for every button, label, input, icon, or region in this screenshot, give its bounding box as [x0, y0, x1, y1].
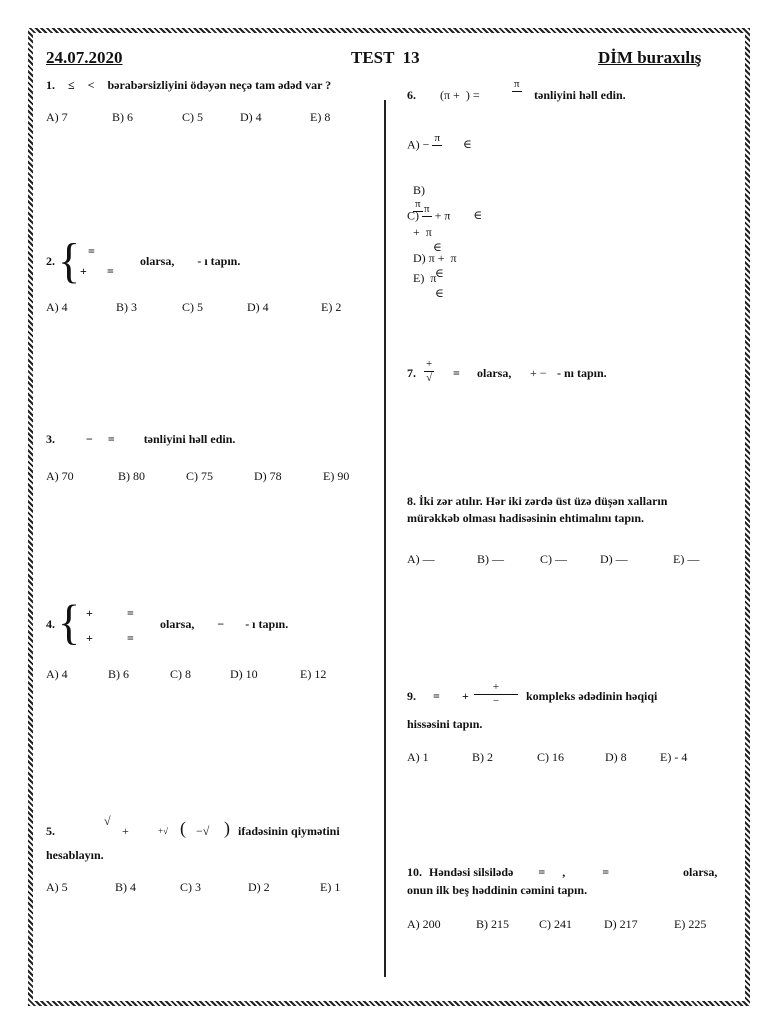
test-title: DİM buraxılış — [598, 48, 702, 67]
question-8-option-d[interactable]: D) — — [600, 552, 628, 566]
question-1-option-c[interactable]: C) 5 — [182, 110, 203, 124]
question-6-fraction: π — [514, 78, 520, 90]
question-5-text1: ifadəsinin qiymətini — [238, 824, 340, 838]
question-5-number: 5. — [46, 824, 55, 838]
test-number: TEST 13 — [351, 48, 420, 67]
question-9-option-e[interactable]: E) - 4 — [660, 750, 688, 764]
question-6-option-b[interactable]: B) π + π ∈ — [413, 183, 442, 254]
question-2-number: 2. — [46, 254, 55, 268]
question-5-minus-root: −√ — [196, 824, 210, 838]
question-1-option-d[interactable]: D) 4 — [240, 110, 262, 124]
question-6-text: tənliyini həll edin. — [534, 88, 626, 102]
question-2-option-c[interactable]: C) 5 — [182, 300, 203, 314]
question-10-option-d[interactable]: D) 217 — [604, 917, 638, 931]
question-2-eq1: = — [88, 244, 95, 258]
system-brace-icon: { — [58, 233, 81, 288]
question-5-option-c[interactable]: C) 3 — [180, 880, 201, 894]
question-3-option-a[interactable]: A) 70 — [46, 469, 74, 483]
question-2-plus: + — [80, 264, 87, 278]
question-8-option-b[interactable]: B) — — [477, 552, 504, 566]
question-10-option-a[interactable]: A) 200 — [407, 917, 441, 931]
question-8-option-c[interactable]: C) — — [540, 552, 567, 566]
question-4-option-b[interactable]: B) 6 — [108, 667, 129, 681]
question-4-text: olarsa, − - ı tapın. — [160, 617, 289, 631]
question-4-plus1: + — [86, 606, 93, 620]
question-9-option-c[interactable]: C) 16 — [537, 750, 564, 764]
question-5-text2: hesablayın. — [46, 848, 104, 862]
question-4-option-a[interactable]: A) 4 — [46, 667, 68, 681]
question-5-paren-close: ) — [224, 818, 230, 838]
question-9-text1: kompleks ədədinin həqiqi — [526, 689, 658, 703]
column-divider — [384, 100, 386, 977]
question-2-option-a[interactable]: A) 4 — [46, 300, 68, 314]
question-7-text2: - nı tapın. — [557, 366, 607, 380]
question-2-option-b[interactable]: B) 3 — [116, 300, 137, 314]
question-2-option-d[interactable]: D) 4 — [247, 300, 269, 314]
question-1-option-e[interactable]: E) 8 — [310, 110, 331, 124]
question-7-text1: olarsa, — [477, 366, 512, 380]
question-7-eq: = — [453, 366, 460, 380]
question-5-plus-root: +√ — [158, 826, 169, 836]
system-brace-icon: { — [58, 595, 81, 650]
question-5-paren-open: ( — [180, 818, 186, 838]
question-1: 1. ≤ < bərabərsizliyini ödəyən neçə tam ədəd var ? — [46, 78, 332, 92]
question-9-option-b[interactable]: B) 2 — [472, 750, 493, 764]
question-4-eq1: = — [127, 606, 134, 620]
question-2-text: olarsa, - ı tapın. — [140, 254, 241, 268]
question-10-line2: onun ilk beş həddinin cəmini tapın. — [407, 883, 588, 897]
question-10-option-e[interactable]: E) 225 — [674, 917, 707, 931]
question-5-option-a[interactable]: A) 5 — [46, 880, 68, 894]
sqrt-icon: √ — [104, 814, 111, 828]
question-9-option-d[interactable]: D) 8 — [605, 750, 627, 764]
question-10-option-b[interactable]: B) 215 — [476, 917, 509, 931]
question-2-option-e[interactable]: E) 2 — [321, 300, 342, 314]
question-4-option-d[interactable]: D) 10 — [230, 667, 258, 681]
question-10: 10. Həndəsi silsilədə = , = — [407, 865, 610, 879]
question-1-option-b[interactable]: B) 6 — [112, 110, 133, 124]
question-9-number: 9. — [407, 689, 416, 703]
question-1-option-a[interactable]: A) 7 — [46, 110, 68, 124]
question-2-eq2: = — [107, 264, 114, 278]
question-3-option-e[interactable]: E) 90 — [323, 469, 350, 483]
question-4-eq2: = — [127, 631, 134, 645]
question-6-option-e[interactable]: E) π ∈ — [413, 271, 444, 300]
question-5-option-e[interactable]: E) 1 — [320, 880, 341, 894]
question-8: 8. İki zər atılır. Hər iki zərdə üst üzə düşən xalların — [407, 494, 668, 508]
question-4-number: 4. — [46, 617, 55, 631]
question-5-option-d[interactable]: D) 2 — [248, 880, 270, 894]
question-3: 3. − = tənliyini həll edin. — [46, 432, 236, 446]
question-8-line2: mürəkkəb olması hadisəsinin ehtimalını tapın. — [407, 511, 645, 525]
question-3-option-c[interactable]: C) 75 — [186, 469, 213, 483]
question-9-fraction: $\frac{+}{-}$ — [474, 681, 518, 708]
question-7-fraction: $\frac{+}{√}$ — [426, 358, 433, 384]
question-10-olarsa: olarsa, — [683, 865, 718, 879]
question-8-option-e[interactable]: E) — — [673, 552, 700, 566]
test-date: 24.07.2020 — [46, 48, 123, 67]
question-9-eq: = — [433, 689, 440, 703]
question-7-number: 7. — [407, 366, 416, 380]
question-6-number: 6. — [407, 88, 416, 102]
question-6-option-c[interactable]: C) π + π ∈ — [407, 203, 483, 223]
question-4-option-e[interactable]: E) 12 — [300, 667, 327, 681]
question-9-plus: + — [462, 689, 469, 703]
question-6-option-d[interactable]: D) π + π ∈ — [413, 251, 457, 280]
question-9-option-a[interactable]: A) 1 — [407, 750, 429, 764]
question-6-option-a[interactable]: A) − π ∈ — [407, 132, 472, 152]
question-10-option-c[interactable]: C) 241 — [539, 917, 572, 931]
question-6-lhs: (π + ) = — [440, 88, 480, 102]
question-7-expr: + − — [530, 366, 547, 380]
question-9-text2: hissəsini tapın. — [407, 717, 483, 731]
question-4-plus2: + — [86, 631, 93, 645]
question-5-option-b[interactable]: B) 4 — [115, 880, 136, 894]
question-8-option-a[interactable]: A) — — [407, 552, 435, 566]
question-3-option-b[interactable]: B) 80 — [118, 469, 145, 483]
question-3-option-d[interactable]: D) 78 — [254, 469, 282, 483]
question-4-option-c[interactable]: C) 8 — [170, 667, 191, 681]
question-5-plus1: + — [122, 824, 129, 838]
